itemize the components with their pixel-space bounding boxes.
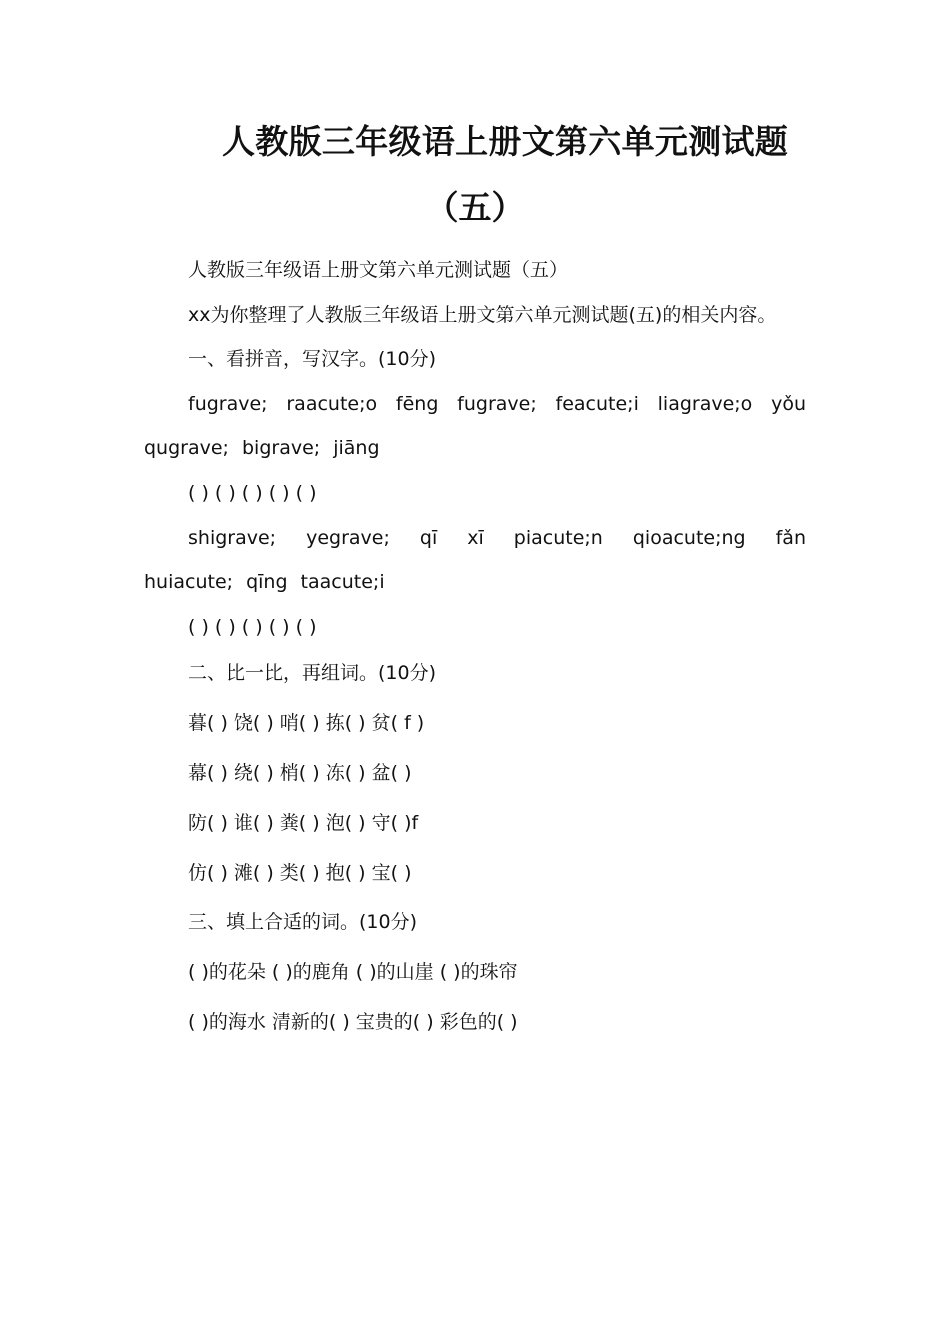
document-body <box>144 248 806 1048</box>
fill-row-1: ( )的花朵 ( )的鹿角 ( )的山崖 ( )的珠帘 <box>188 961 518 984</box>
compare-row-3: 防( ) 谁( ) 粪( ) 泡( ) 守( )f <box>188 811 419 834</box>
compare-row-4: 仿( ) 滩( ) 类( ) 抱( ) 宝( ) <box>188 861 412 884</box>
intro-title-paragraph: 人教版三年级语上册文第六单元测试题（五） <box>188 259 569 281</box>
intro-paragraph: xx为你整理了人教版三年级语上册文第六单元测试题(五)的相关内容。 <box>188 303 777 326</box>
pinyin-line-1: fugrave; raacute;o fēng fugrave; feacute;i liagrave;o yǒu qugrave; bigrave; jiāng <box>144 392 806 460</box>
section-heading-compare: 二、比一比，再组词。(10分) <box>188 662 437 685</box>
compare-row-1: 暮( ) 饶( ) 哨( ) 拣( ) 贫( f ) <box>188 712 425 735</box>
document-title-suffix: （五） <box>425 188 525 227</box>
section-heading-fill: 三、填上合适的词。(10分) <box>188 911 418 934</box>
document-title: 人教版三年级语上册文第六单元测试题 <box>222 122 789 161</box>
section-heading-pinyin: 一、看拼音，写汉字。(10分) <box>188 348 437 371</box>
answer-blanks-2: ( ) ( ) ( ) ( ) ( ) <box>188 615 317 638</box>
answer-blanks-1: ( ) ( ) ( ) ( ) ( ) <box>188 481 317 504</box>
pinyin-line-2: shigrave; yegrave; qī xī piacute;n qioacute;ng fǎn huiacute; qīng taacute;i <box>144 526 806 594</box>
fill-row-2: ( )的海水 清新的( ) 宝贵的( ) 彩色的( ) <box>188 1010 518 1033</box>
compare-row-2: 幕( ) 绕( ) 梢( ) 冻( ) 盆( ) <box>188 761 412 784</box>
